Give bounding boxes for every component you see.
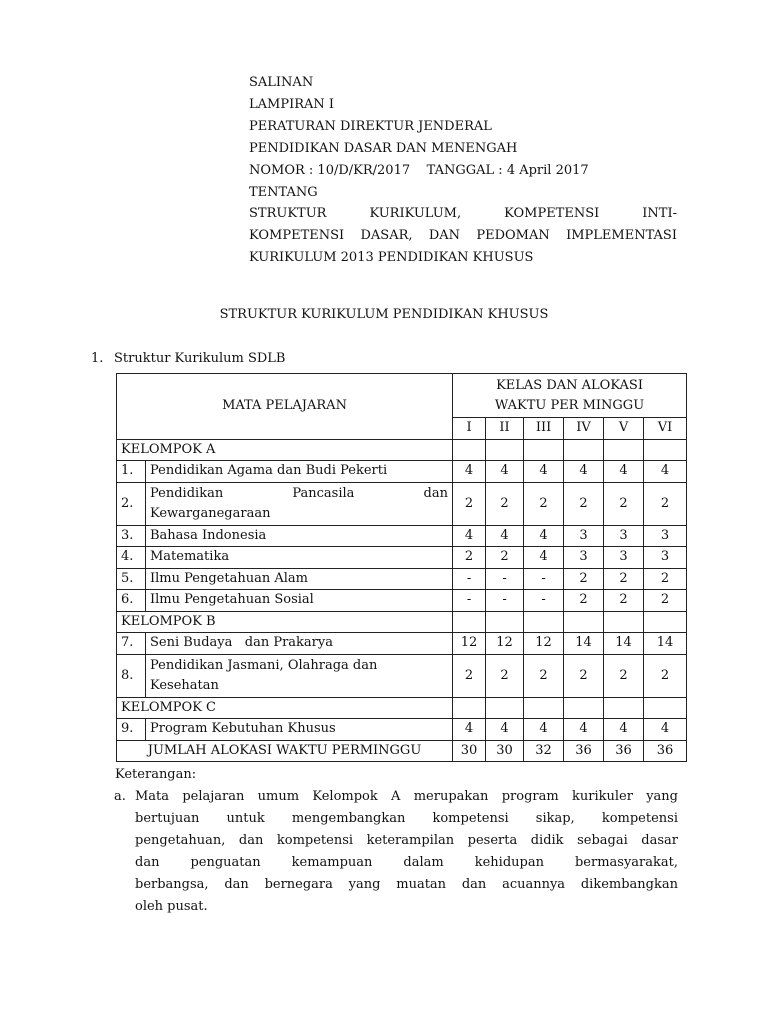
subject-word: DASAR, bbox=[360, 228, 413, 244]
row-number: 8. bbox=[117, 654, 146, 697]
subject-word: Pancasila bbox=[292, 485, 355, 501]
document-title: STRUKTUR KURIKULUM PENDIDIKAN KHUSUS bbox=[219, 307, 549, 322]
value-cell: - bbox=[524, 568, 564, 590]
subject-name bbox=[146, 654, 453, 697]
row-number: 9. bbox=[117, 719, 146, 741]
value-cell: 4 bbox=[564, 719, 604, 741]
subject-name: Seni Budaya dan Prakarya bbox=[146, 633, 453, 655]
value-cell: 4 bbox=[486, 525, 524, 547]
subject-name: Ilmu Pengetahuan Sosial bbox=[146, 590, 453, 612]
value-cell: - bbox=[486, 590, 524, 612]
value-cell: 14 bbox=[604, 633, 644, 655]
value-cell: 12 bbox=[486, 633, 524, 655]
salinan-label: SALINAN bbox=[249, 75, 314, 90]
note-line: pengetahuan, dan kompetensi keterampilan peserta didik sebagai dasar bbox=[135, 832, 678, 848]
header-kelas bbox=[453, 374, 687, 418]
nomor-tanggal-line bbox=[249, 160, 677, 182]
total-cell: 30 bbox=[453, 740, 486, 762]
class-header: V bbox=[604, 418, 644, 440]
value-cell: - bbox=[453, 568, 486, 590]
row-number: 6. bbox=[117, 590, 146, 612]
header-mata-pelajaran: MATA PELAJARAN bbox=[117, 374, 453, 440]
tentang-label: TENTANG bbox=[249, 184, 318, 200]
value-cell: 4 bbox=[453, 461, 486, 483]
subject-name: Matematika bbox=[146, 547, 453, 569]
table-row bbox=[117, 482, 687, 525]
value-cell: 4 bbox=[453, 719, 486, 741]
table-row bbox=[117, 633, 687, 655]
subject-word: STRUKTUR bbox=[249, 206, 327, 222]
pendidikan-label: PENDIDIKAN DASAR DAN MENENGAH bbox=[249, 140, 518, 156]
section-heading bbox=[91, 351, 285, 366]
value-cell: 4 bbox=[604, 719, 644, 741]
value-cell: 12 bbox=[524, 633, 564, 655]
note-line: Mata pelajaran umum Kelompok A merupakan program kurikuler yang bbox=[135, 789, 678, 804]
row-number: 1. bbox=[117, 461, 146, 483]
value-cell: 4 bbox=[644, 461, 687, 483]
row-number: 3. bbox=[117, 525, 146, 547]
total-cell: 36 bbox=[604, 740, 644, 762]
value-cell: 3 bbox=[604, 547, 644, 569]
value-cell: 14 bbox=[644, 633, 687, 655]
value-cell: 2 bbox=[564, 590, 604, 612]
value-cell: 4 bbox=[524, 719, 564, 741]
group-label: KELOMPOK A bbox=[117, 439, 453, 461]
subject-word: PEDOMAN bbox=[476, 228, 550, 244]
value-cell: 4 bbox=[524, 461, 564, 483]
value-cell: 4 bbox=[524, 525, 564, 547]
subject-word: INTI- bbox=[642, 206, 677, 222]
lampiran-label: LAMPIRAN I bbox=[249, 96, 335, 112]
value-cell: 2 bbox=[564, 568, 604, 590]
total-cell: 36 bbox=[644, 740, 687, 762]
value-cell: 4 bbox=[564, 461, 604, 483]
value-cell: 2 bbox=[644, 568, 687, 590]
subject-name: Ilmu Pengetahuan Alam bbox=[146, 568, 453, 590]
class-header: I bbox=[453, 418, 486, 440]
section-label: Struktur Kurikulum SDLB bbox=[114, 351, 286, 366]
value-cell: 3 bbox=[644, 525, 687, 547]
value-cell: - bbox=[453, 590, 486, 612]
value-cell: 3 bbox=[564, 547, 604, 569]
subject-word: IMPLEMENTASI bbox=[566, 228, 677, 244]
row-number: 7. bbox=[117, 633, 146, 655]
subject-word: KOMPETENSI bbox=[249, 228, 345, 244]
table-row bbox=[117, 568, 687, 590]
subject-name bbox=[146, 482, 453, 525]
table-row bbox=[117, 719, 687, 741]
total-cell: 36 bbox=[564, 740, 604, 762]
value-cell: 14 bbox=[564, 633, 604, 655]
section-number: 1. bbox=[91, 351, 104, 366]
subject-name-line2: Kewarganegaraan bbox=[150, 505, 271, 521]
header-kelas-line2: WAKTU PER MINGGU bbox=[494, 397, 645, 413]
subject-word: Pendidikan bbox=[150, 485, 224, 501]
value-cell: 2 bbox=[604, 482, 644, 525]
subject-line-3: KURIKULUM 2013 PENDIDIKAN KHUSUS bbox=[249, 250, 534, 266]
note-line: berbangsa, dan bernegara yang muatan dan acuannya dikembangkan bbox=[135, 876, 678, 892]
header-kelas-line1: KELAS DAN ALOKASI bbox=[496, 377, 643, 393]
subject-word: DAN bbox=[428, 228, 461, 244]
note-line: bertujuan untuk mengembangkan kompetensi sikap, kompetensi bbox=[135, 810, 678, 826]
subject-line-1 bbox=[249, 203, 677, 225]
value-cell: 2 bbox=[453, 654, 486, 697]
value-cell: 3 bbox=[564, 525, 604, 547]
value-cell: 2 bbox=[486, 547, 524, 569]
value-cell: 2 bbox=[644, 590, 687, 612]
subject-name: Pendidikan Agama dan Budi Pekerti bbox=[146, 461, 453, 483]
value-cell: 2 bbox=[524, 654, 564, 697]
row-number: 5. bbox=[117, 568, 146, 590]
table-row bbox=[117, 547, 687, 569]
subject-name-line2: Kesehatan bbox=[150, 677, 219, 693]
class-header: II bbox=[486, 418, 524, 440]
total-row bbox=[117, 740, 687, 762]
subject-name-line1 bbox=[150, 484, 448, 504]
peraturan-label: PERATURAN DIREKTUR JENDERAL bbox=[249, 118, 492, 134]
row-number: 4. bbox=[117, 547, 146, 569]
value-cell: 4 bbox=[453, 525, 486, 547]
value-cell: 2 bbox=[604, 654, 644, 697]
note-line: oleh pusat. bbox=[135, 898, 208, 914]
total-cell: 30 bbox=[486, 740, 524, 762]
value-cell: 3 bbox=[644, 547, 687, 569]
group-label: KELOMPOK C bbox=[117, 697, 453, 719]
subject-word: KURIKULUM, bbox=[369, 206, 462, 222]
subject-word: dan bbox=[423, 485, 448, 501]
table-row bbox=[117, 461, 687, 483]
nomor-text: NOMOR : 10/D/KR/2017 bbox=[249, 162, 411, 178]
value-cell: 2 bbox=[564, 482, 604, 525]
group-label: KELOMPOK B bbox=[117, 611, 453, 633]
total-cell: 32 bbox=[524, 740, 564, 762]
subject-name: Program Kebutuhan Khusus bbox=[146, 719, 453, 741]
class-header: IV bbox=[564, 418, 604, 440]
value-cell: 4 bbox=[486, 719, 524, 741]
tanggal-text: TANGGAL : 4 April 2017 bbox=[426, 162, 589, 178]
value-cell: 2 bbox=[564, 654, 604, 697]
value-cell: 12 bbox=[453, 633, 486, 655]
table-row bbox=[117, 654, 687, 697]
row-number: 2. bbox=[117, 482, 146, 525]
value-cell: 2 bbox=[453, 547, 486, 569]
value-cell: 2 bbox=[604, 590, 644, 612]
subject-name: Bahasa Indonesia bbox=[146, 525, 453, 547]
value-cell: 2 bbox=[644, 482, 687, 525]
value-cell: 2 bbox=[486, 654, 524, 697]
class-header: VI bbox=[644, 418, 687, 440]
value-cell: 2 bbox=[644, 654, 687, 697]
note-a-label: a. bbox=[114, 789, 126, 804]
value-cell: 4 bbox=[604, 461, 644, 483]
value-cell: 4 bbox=[644, 719, 687, 741]
value-cell: 4 bbox=[524, 547, 564, 569]
value-cell: 2 bbox=[486, 482, 524, 525]
notes-label: Keterangan: bbox=[115, 767, 197, 782]
subject-line-2 bbox=[249, 225, 677, 247]
note-a-text bbox=[135, 786, 678, 917]
value-cell: 2 bbox=[604, 568, 644, 590]
table-row bbox=[117, 590, 687, 612]
letter-header bbox=[249, 72, 677, 269]
total-label: JUMLAH ALOKASI WAKTU PERMINGGU bbox=[117, 740, 453, 762]
value-cell: 3 bbox=[604, 525, 644, 547]
curriculum-table bbox=[116, 373, 687, 762]
note-a bbox=[114, 786, 678, 917]
value-cell: 2 bbox=[524, 482, 564, 525]
value-cell: 4 bbox=[486, 461, 524, 483]
subject-name-line1: Pendidikan Jasmani, Olahraga dan bbox=[150, 657, 378, 673]
value-cell: 2 bbox=[453, 482, 486, 525]
subject-word: KOMPETENSI bbox=[504, 206, 600, 222]
class-header: III bbox=[524, 418, 564, 440]
value-cell: - bbox=[524, 590, 564, 612]
note-line: dan penguatan kemampuan dalam kehidupan bermasyarakat, bbox=[135, 854, 678, 870]
value-cell: - bbox=[486, 568, 524, 590]
table-row bbox=[117, 525, 687, 547]
